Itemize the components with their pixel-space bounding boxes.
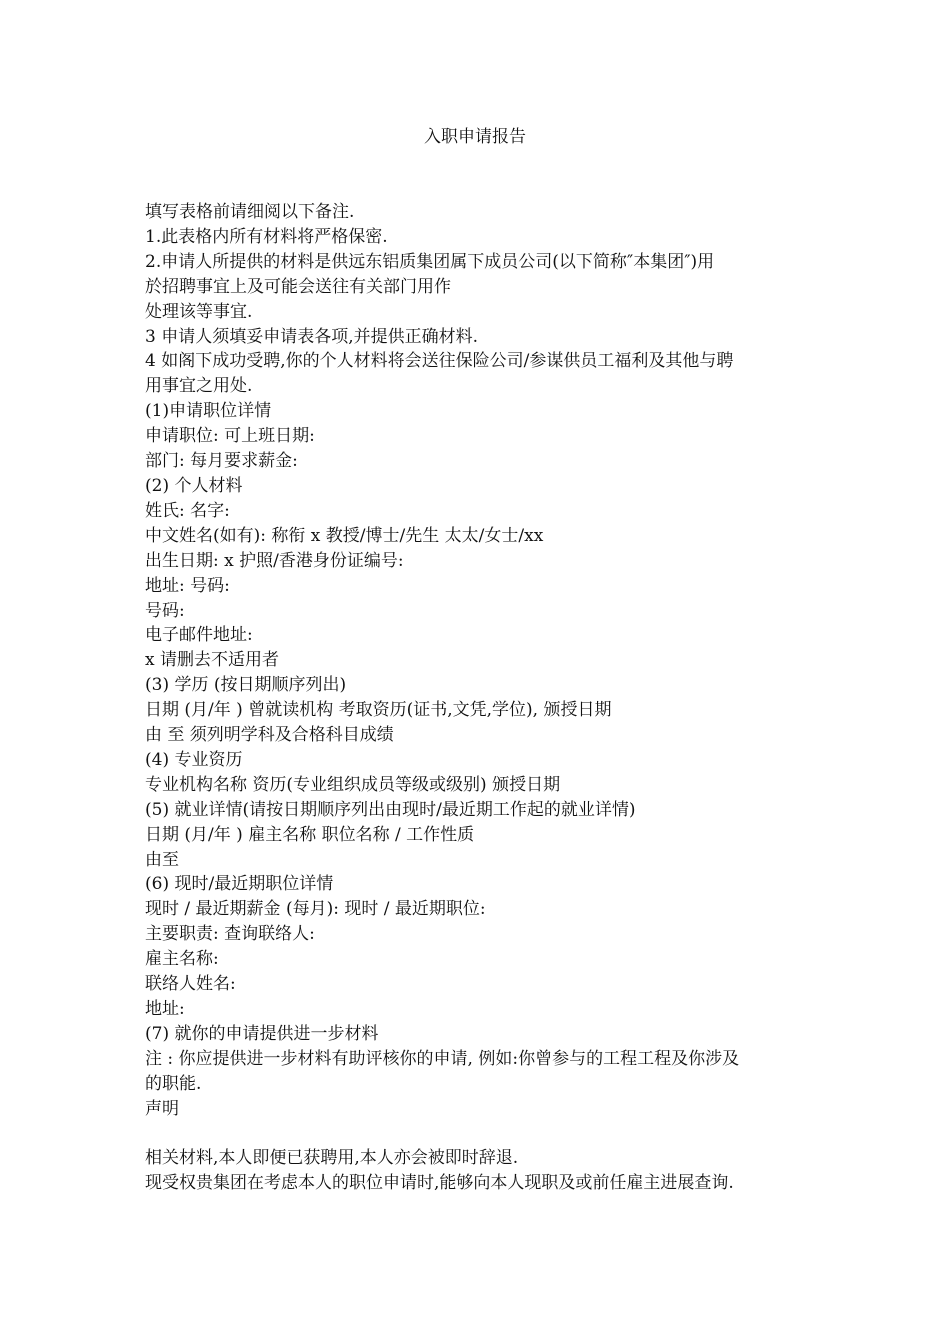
section-heading: (7) 就你的申请提供进一步材料: [145, 1023, 379, 1044]
section-heading: (5) 就业详情(请按日期顺序列出由现时/最近期工作起的就业详情): [145, 799, 636, 820]
paragraph-gap: [145, 1122, 810, 1147]
text-line: 用事宜之用处.: [145, 376, 253, 397]
form-field-line: 由 至 须列明学科及合格科目成绩: [145, 725, 394, 746]
text-line: 2.申请人所提供的材料是供远东铝质集团属下成员公司(以下简称″本集团″)用: [145, 251, 715, 272]
form-field-line: 地址:: [145, 999, 185, 1019]
section-heading: 声明: [145, 1098, 179, 1119]
text-line: 於招聘事宜上及可能会送往有关部门用作: [145, 276, 451, 297]
section-heading: (1)申请职位详情: [145, 401, 272, 422]
document-title: 入职申请报告: [424, 127, 526, 147]
form-field-line: 出生日期: x 护照/香港身份证编号:: [145, 550, 404, 571]
form-field-line: 由至: [145, 849, 179, 870]
form-field-line: 申请职位: 可上班日期:: [145, 426, 315, 447]
section-heading: (6) 现时/最近期职位详情: [145, 874, 334, 895]
text-line: 现受权贵集团在考虑本人的职位申请时,能够向本人现职及或前任雇主进展查询.: [145, 1173, 734, 1194]
form-field-line: 专业机构名称 资历(专业组织成员等级或级别) 颁授日期: [145, 774, 561, 795]
text-line: 4 如阁下成功受聘,你的个人材料将会送往保险公司/参谋供员工福利及其他与聘: [145, 351, 734, 372]
text-line: 1.此表格内所有材料将严格保密.: [145, 226, 388, 247]
section-heading: (3) 学历 (按日期顺序列出): [145, 675, 347, 696]
section-heading: (4) 专业资历: [145, 749, 243, 770]
form-field-line: 联络人姓名:: [145, 974, 236, 995]
document-body: [145, 200, 810, 1196]
form-field-line: 电子邮件地址:: [145, 625, 253, 646]
text-line: 相关材料,本人即便已获聘用,本人亦会被即时辞退.: [145, 1148, 519, 1169]
form-field-line: 主要职责: 查询联络人:: [145, 924, 315, 945]
section-heading: (2) 个人材料: [145, 475, 243, 496]
text-line: 填写表格前请细阅以下备注.: [145, 202, 355, 222]
text-line: 的职能.: [145, 1073, 202, 1094]
form-field-line: 地址: 号码:: [145, 575, 230, 596]
text-line: 注 : 你应提供进一步材料有助评核你的申请, 例如:你曾参与的工程工程及你涉及: [145, 1048, 740, 1069]
form-field-line: 雇主名称:: [145, 949, 219, 970]
text-line: 处理该等事宜.: [145, 301, 253, 322]
text-line: 3 申请人须填妥申请表各项,并提供正确材料.: [145, 326, 479, 347]
form-field-line: 日期 (月/年 ) 曾就读机构 考取资历(证书,文凭,学位), 颁授日期: [145, 700, 612, 721]
text-line: x 请删去不适用者: [145, 650, 279, 671]
form-field-line: 部门: 每月要求薪金:: [145, 451, 298, 472]
form-field-line: 中文姓名(如有): 称衔 x 教授/博士/先生 太太/女士/xx: [145, 525, 544, 546]
form-field-line: 姓氏: 名字:: [145, 500, 230, 521]
form-field-line: 日期 (月/年 ) 雇主名称 职位名称 / 工作性质: [145, 824, 475, 845]
form-field-line: 现时 / 最近期薪金 (每月): 现时 / 最近期职位:: [145, 899, 486, 920]
form-field-line: 号码:: [145, 600, 185, 621]
